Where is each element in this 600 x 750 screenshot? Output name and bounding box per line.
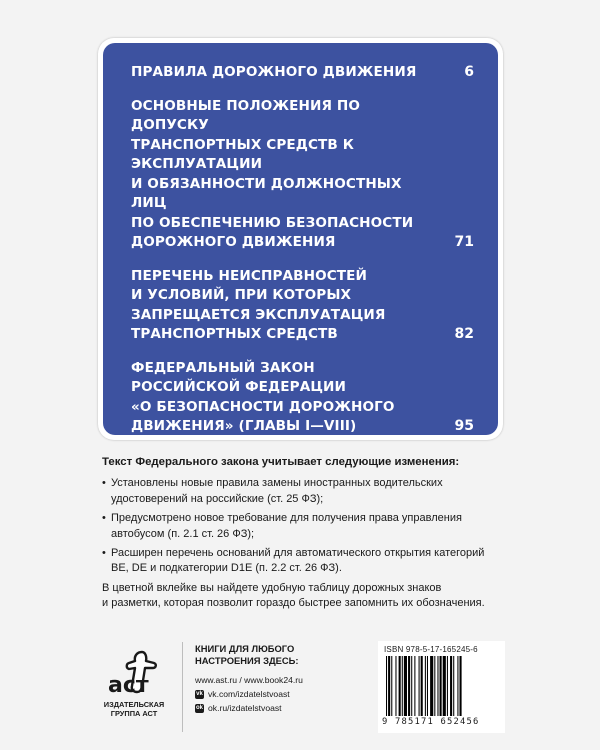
- publisher-tagline: КНИГИ ДЛЯ ЛЮБОГО НАСТРОЕНИЯ ЗДЕСЬ:: [195, 643, 299, 666]
- ok-row: [195, 701, 375, 715]
- barcode-bar: [430, 656, 433, 716]
- website-row: [195, 673, 375, 687]
- barcode-bar: [447, 656, 448, 716]
- changes-heading: Текст Федерального закона учитывает следующие изменения:: [102, 456, 460, 468]
- barcode-bar: [419, 656, 420, 716]
- barcode-box: [378, 641, 505, 733]
- barcode-bar: [450, 656, 452, 716]
- list-item-text: Предусмотрено новое требование для получения права управления автобусом (п. 2.1 ст. 26 ФЗ);: [111, 512, 462, 540]
- publisher-name: ИЗДАТЕЛЬСКАЯ ГРУППА АСТ: [103, 700, 165, 718]
- road-sign-toc: [98, 38, 503, 440]
- barcode-bar: [399, 656, 401, 716]
- toc-entry: [131, 97, 474, 253]
- barcode-bar: [443, 656, 446, 716]
- barcode-bar: [425, 656, 426, 716]
- list-item: [102, 511, 502, 542]
- toc-entry-page: 71: [454, 234, 474, 250]
- vk-row: [195, 687, 375, 701]
- barcode-digits: 9 785171 652456: [382, 717, 480, 727]
- list-item: [102, 546, 502, 577]
- footer-divider: [182, 642, 183, 732]
- toc-entry-title: ФЕДЕРАЛЬНЫЙ ЗАКОН РОССИЙСКОЙ ФЕДЕРАЦИИ «О БЕЗОПАСНОСТИ ДОРОЖНОГО ДВИЖЕНИЯ» (ГЛАВЫ I—VIII): [131, 359, 395, 434]
- toc-entry-title: ОСНОВНЫЕ ПОЛОЖЕНИЯ ПО ДОПУСКУ ТРАНСПОРТНЫХ СРЕДСТВ К ЭКСПЛУАТАЦИИ И ОБЯЗАННОСТИ ДОЛЖНОСТНЫХ ЛИЦ ПО ОБЕСПЕЧЕНИЮ БЕЗОПАСНОСТИ ДОРОЖНОГО ДВИЖЕНИЯ: [131, 97, 414, 250]
- barcode-bar: [391, 656, 392, 716]
- barcode-bar: [395, 656, 396, 716]
- barcode-bar: [453, 656, 454, 716]
- logo-mark: аст: [108, 673, 149, 698]
- barcode-bar: [457, 656, 458, 716]
- barcode-bars-icon: [386, 656, 498, 716]
- toc-entry-page: 95: [454, 418, 474, 434]
- ast-logo-icon: [98, 648, 170, 700]
- isbn-label: ISBN 978-5-17-165245-6: [384, 645, 478, 654]
- toc-panel: [103, 43, 498, 435]
- bullet-icon: •: [102, 477, 106, 490]
- changes-notes: [102, 455, 502, 612]
- barcode-bar: [411, 656, 412, 716]
- barcode-bar: [440, 656, 442, 716]
- barcode-bar: [437, 656, 438, 716]
- toc-entry-title: ПЕРЕЧЕНЬ НЕИСПРАВНОСТЕЙ И УСЛОВИЙ, ПРИ КОТОРЫХ ЗАПРЕЩАЕТСЯ ЭКСПЛУАТАЦИЯ ТРАНСПОРТНЫХ СРЕДСТВ: [131, 267, 386, 342]
- barcode-bar: [434, 656, 435, 716]
- toc-entry: [131, 359, 474, 437]
- barcode-bar: [427, 656, 428, 716]
- publisher-links: [195, 643, 375, 715]
- toc-entry-page: 6: [464, 64, 474, 80]
- toc-entry: [131, 267, 474, 345]
- ok-link[interactable]: ok.ru/izdatelstvoast: [208, 702, 282, 713]
- barcode-bar: [421, 656, 423, 716]
- website-link[interactable]: www.ast.ru / www.book24.ru: [195, 674, 303, 685]
- barcode-bar: [404, 656, 407, 716]
- list-item-text: Установлены новые правила замены иностранных водительских удостоверений на российские (ст. 25 ФЗ);: [111, 477, 443, 505]
- insert-note: В цветной вклейке вы найдете удобную таблицу дорожных знаков и разметки, которая позволит гораздо быстрее запомнить их обозначения.: [102, 581, 485, 610]
- ok-icon: ok: [195, 704, 203, 711]
- barcode-bar: [408, 656, 410, 716]
- list-item: [102, 476, 502, 507]
- barcode-bar: [402, 656, 403, 716]
- barcode-bar: [460, 656, 462, 716]
- bullet-icon: •: [102, 547, 106, 560]
- changes-list: [102, 476, 502, 576]
- toc-entry: [131, 63, 474, 83]
- barcode-bar: [386, 656, 387, 716]
- barcode-bar: [388, 656, 390, 716]
- toc-entry-title: ПРАВИЛА ДОРОЖНОГО ДВИЖЕНИЯ: [131, 64, 417, 80]
- toc-entry-page: 82: [454, 326, 474, 342]
- bullet-icon: •: [102, 512, 106, 525]
- publisher-logo: [98, 648, 170, 728]
- list-item-text: Расширен перечень оснований для автоматического открытия категорий BE, DE и подкатегории D1E (п. 2.2 ст. 26 ФЗ).: [111, 547, 485, 575]
- barcode-bar: [414, 656, 415, 716]
- vk-icon: vk: [196, 690, 203, 697]
- vk-link[interactable]: vk.com/izdatelstvoast: [208, 688, 290, 699]
